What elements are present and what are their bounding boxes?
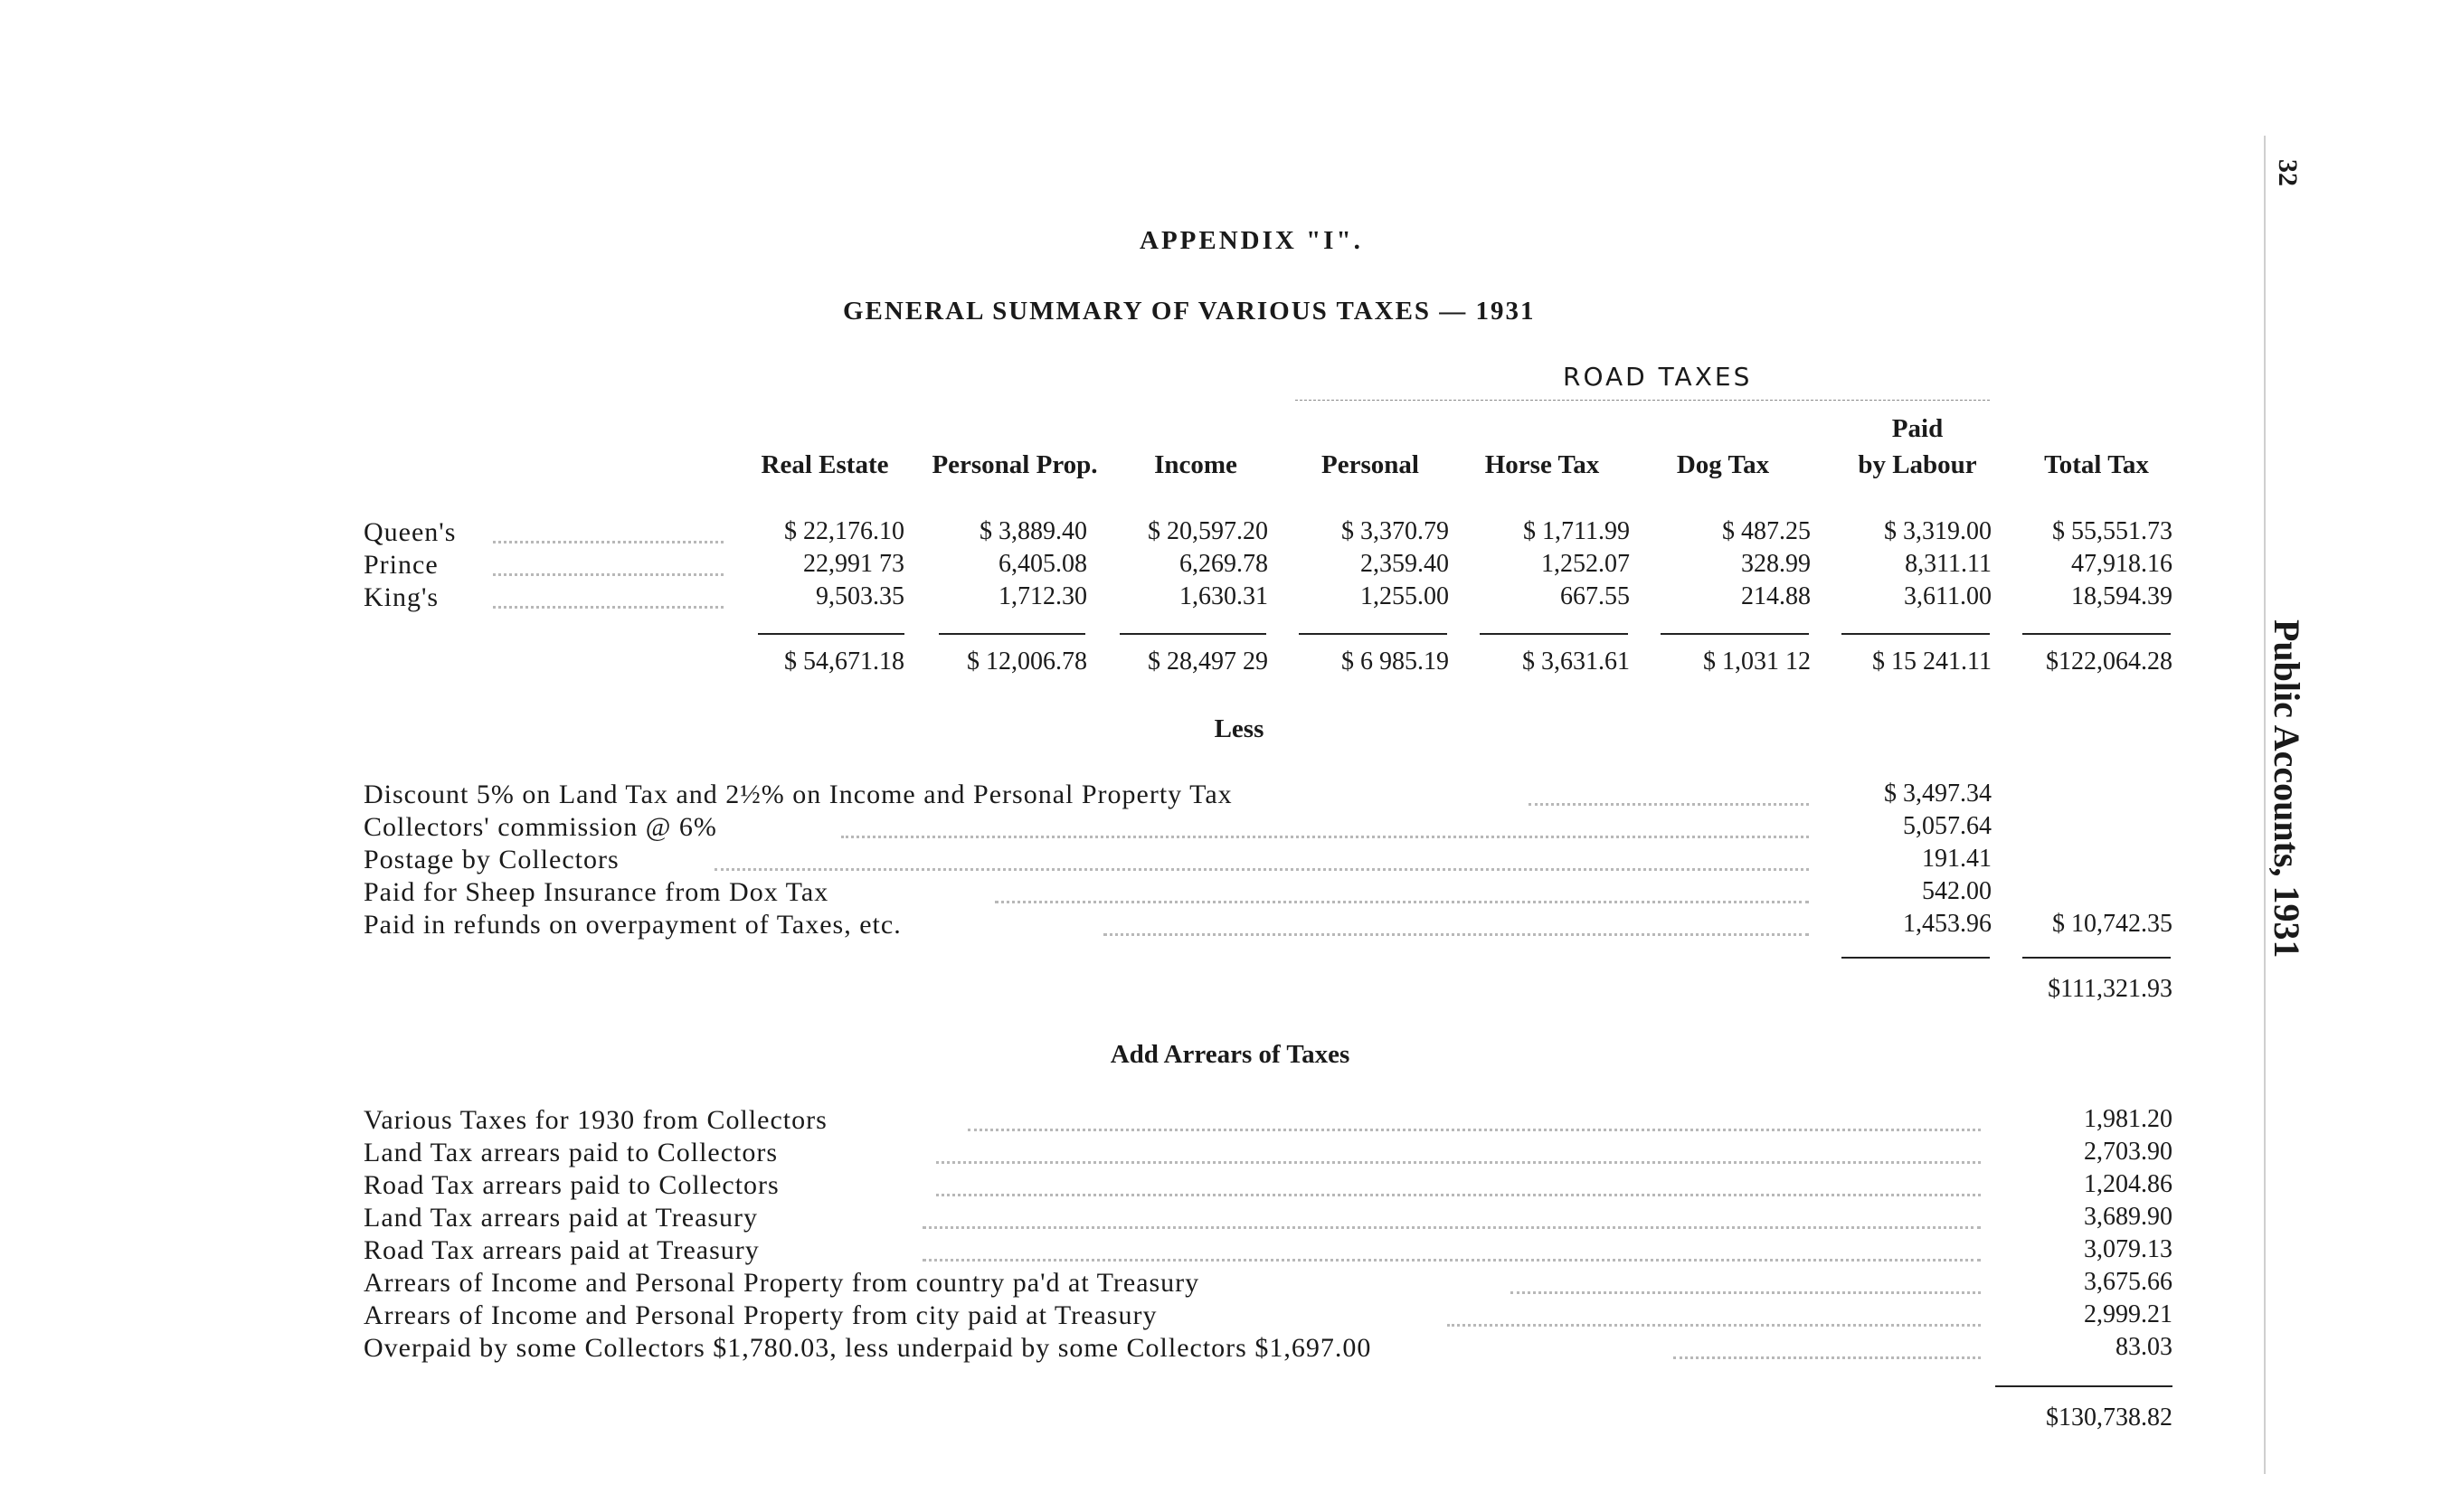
grand-total: $130,738.82: [2046, 1403, 2172, 1432]
cell-income: 1,630.31: [1179, 582, 1268, 610]
page-number: 32: [2273, 159, 2303, 186]
subtotal-rule: [2022, 633, 2171, 635]
less-item-amount: 5,057.64: [1903, 812, 1992, 840]
road-taxes-heading: ROAD TAXES: [1563, 362, 1753, 392]
leader-dots: [841, 836, 1809, 838]
col-header-road-personal: Personal: [1321, 450, 1419, 479]
leader-dots: [995, 901, 1809, 903]
total-dog-tax: $ 1,031 12: [1703, 647, 1811, 676]
cell-dog-tax: $ 487.25: [1722, 517, 1811, 545]
cell-paid-by-labour: 8,311.11: [1905, 550, 1992, 578]
cell-dog-tax: 214.88: [1741, 582, 1811, 610]
leader-dots: [1510, 1291, 1981, 1294]
cell-personal-prop: 6,405.08: [999, 550, 1087, 578]
cell-paid-by-labour: $ 3,319.00: [1884, 517, 1992, 545]
arrears-heading: Add Arrears of Taxes: [1110, 1040, 1350, 1069]
cell-dog-tax: 328.99: [1741, 550, 1811, 578]
col-header-income: Income: [1154, 450, 1237, 479]
less-item-amount: 542.00: [1922, 877, 1992, 905]
arrears-item-amount: 83.03: [2115, 1333, 2172, 1361]
less-rule: [2022, 957, 2171, 959]
cell-paid-by-labour: 3,611.00: [1904, 582, 1992, 610]
less-rule: [1841, 957, 1990, 959]
leader-dots: [923, 1226, 1981, 1229]
cell-road-personal: 1,255.00: [1360, 582, 1449, 610]
leader-dots: [1673, 1356, 1981, 1359]
leader-dots: [715, 868, 1809, 871]
less-total: $ 10,742.35: [2052, 910, 2172, 938]
arrears-item-amount: 2,703.90: [2084, 1138, 2172, 1166]
arrears-item-label: Land Tax arrears paid at Treasury: [364, 1203, 759, 1233]
less-item-label: Discount 5% on Land Tax and 2½% on Income and Personal Property Tax: [364, 780, 1233, 809]
subtotal-rule: [1120, 633, 1266, 635]
subtotal-rule: [939, 633, 1085, 635]
total-paid-by-labour: $ 15 241.11: [1872, 647, 1992, 676]
less-item-amount: $ 3,497.34: [1884, 780, 1992, 808]
total-income: $ 28,497 29: [1148, 647, 1268, 676]
cell-horse-tax: 1,252.07: [1541, 550, 1630, 578]
subtotal-rule: [1299, 633, 1447, 635]
cell-income: $ 20,597.20: [1148, 517, 1268, 545]
arrears-item-amount: 1,981.20: [2084, 1105, 2172, 1133]
grand-total-rule: [1995, 1385, 2172, 1387]
cell-personal-prop: 1,712.30: [999, 582, 1087, 610]
leader-dots: [1103, 933, 1809, 936]
leader-dots: [1529, 803, 1809, 806]
leader-dots: [968, 1129, 1981, 1131]
col-header-dog-tax: Dog Tax: [1676, 450, 1770, 479]
leader-dots: [936, 1194, 1981, 1196]
arrears-item-amount: 3,079.13: [2084, 1235, 2172, 1263]
appendix-heading: APPENDIX "I".: [1140, 226, 1363, 255]
leader-dots: [1447, 1324, 1981, 1327]
arrears-item-label: Road Tax arrears paid at Treasury: [364, 1235, 760, 1265]
less-item-label: Paid for Sheep Insurance from Dox Tax: [364, 877, 829, 907]
total-personal-prop: $ 12,006.78: [967, 647, 1087, 676]
cell-real-estate: 9,503.35: [816, 582, 904, 610]
subtotal-rule: [1841, 633, 1990, 635]
arrears-item-amount: 2,999.21: [2084, 1300, 2172, 1328]
arrears-item-amount: 1,204.86: [2084, 1170, 2172, 1198]
col-header-horse-tax: Horse Tax: [1484, 450, 1600, 479]
cell-real-estate: 22,991 73: [803, 550, 904, 578]
cell-income: 6,269.78: [1179, 550, 1268, 578]
total-horse-tax: $ 3,631.61: [1522, 647, 1630, 676]
total-real-estate: $ 54,671.18: [784, 647, 904, 676]
total-road-personal: $ 6 985.19: [1341, 647, 1449, 676]
col-header-paid: Paid: [1891, 414, 1944, 443]
col-header-personal-prop: Personal Prop.: [932, 450, 1098, 479]
subtotal-rule: [758, 633, 904, 635]
cell-total-tax: 18,594.39: [2071, 582, 2172, 610]
less-item-label: Collectors' commission @ 6%: [364, 812, 717, 842]
leader-dots: [493, 541, 724, 543]
cell-horse-tax: $ 1,711.99: [1523, 517, 1630, 545]
total-total-tax: $122,064.28: [2046, 647, 2172, 676]
leader-dots: [493, 606, 724, 609]
arrears-item-label: Arrears of Income and Personal Property from country pa'd at Treasury: [364, 1268, 1200, 1298]
arrears-item-label: Overpaid by some Collectors $1,780.03, less underpaid by some Collectors $1,697.00: [364, 1333, 1372, 1363]
col-header-by-labour: by Labour: [1858, 450, 1977, 479]
cell-real-estate: $ 22,176.10: [784, 517, 904, 545]
arrears-item-label: Land Tax arrears paid to Collectors: [364, 1138, 779, 1167]
arrears-item-amount: 3,689.90: [2084, 1203, 2172, 1231]
county-name: King's: [364, 582, 440, 612]
cell-road-personal: 2,359.40: [1360, 550, 1449, 578]
arrears-item-label: Road Tax arrears paid to Collectors: [364, 1170, 780, 1200]
less-item-amount: 1,453.96: [1903, 910, 1992, 938]
cell-total-tax: $ 55,551.73: [2052, 517, 2172, 545]
cell-horse-tax: 667.55: [1560, 582, 1630, 610]
page-title: GENERAL SUMMARY OF VARIOUS TAXES — 1931: [843, 297, 1536, 326]
leader-dots: [936, 1161, 1981, 1164]
cell-personal-prop: $ 3,889.40: [980, 517, 1087, 545]
arrears-item-amount: 3,675.66: [2084, 1268, 2172, 1296]
road-taxes-rule: [1295, 400, 1990, 401]
arrears-item-label: Arrears of Income and Personal Property from city paid at Treasury: [364, 1300, 1158, 1330]
less-heading: Less: [1214, 714, 1264, 743]
less-item-label: Postage by Collectors: [364, 845, 620, 874]
county-name: Queen's: [364, 517, 457, 547]
col-header-real-estate: Real Estate: [761, 450, 889, 479]
less-item-amount: 191.41: [1922, 845, 1992, 873]
leader-dots: [493, 573, 724, 576]
cell-road-personal: $ 3,370.79: [1341, 517, 1449, 545]
subtotal-rule: [1480, 633, 1628, 635]
running-title: Public Accounts, 1931: [2267, 619, 2307, 959]
cell-total-tax: 47,918.16: [2071, 550, 2172, 578]
less-item-label: Paid in refunds on overpayment of Taxes, etc.: [364, 910, 902, 940]
net-total: $111,321.93: [2048, 975, 2172, 1003]
subtotal-rule: [1661, 633, 1809, 635]
arrears-item-label: Various Taxes for 1930 from Collectors: [364, 1105, 828, 1135]
col-header-total-tax: Total Tax: [2044, 450, 2149, 479]
leader-dots: [923, 1259, 1981, 1262]
county-name: Prince: [364, 550, 439, 580]
